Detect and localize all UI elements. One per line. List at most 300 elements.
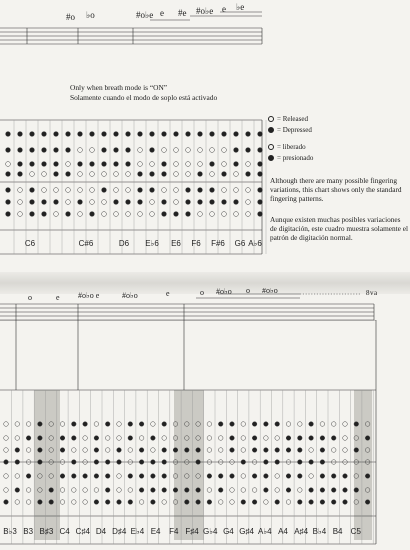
closed-hole-icon — [78, 200, 83, 205]
closed-hole-icon — [264, 422, 269, 427]
closed-hole-icon — [83, 474, 88, 479]
closed-hole-icon — [252, 500, 257, 505]
open-hole-icon — [234, 172, 239, 177]
open-hole-icon — [42, 188, 47, 193]
open-hole-icon — [218, 500, 223, 505]
open-hole-icon — [331, 448, 336, 453]
closed-hole-icon — [78, 132, 83, 137]
bottom-note-label: B♯3 — [39, 527, 54, 536]
breath-mode-note — [70, 83, 217, 103]
closed-hole-icon — [234, 132, 239, 137]
open-hole-icon — [264, 436, 269, 441]
open-hole-icon — [186, 172, 191, 177]
closed-hole-icon — [343, 488, 348, 493]
closed-hole-icon — [114, 148, 119, 153]
open-hole-icon — [241, 422, 246, 427]
closed-hole-icon — [15, 488, 20, 493]
open-hole-icon — [218, 448, 223, 453]
open-hole-icon — [54, 188, 59, 193]
open-hole-icon — [42, 172, 47, 177]
closed-hole-icon — [298, 474, 303, 479]
closed-hole-icon — [4, 500, 9, 505]
closed-hole-icon — [258, 172, 263, 177]
closed-hole-icon — [230, 422, 235, 427]
svg-text:o: o — [28, 293, 32, 302]
closed-hole-icon — [72, 474, 77, 479]
open-hole-icon — [186, 148, 191, 153]
closed-hole-icon — [198, 172, 203, 177]
open-hole-icon — [320, 422, 325, 427]
closed-hole-icon — [234, 148, 239, 153]
closed-hole-icon — [150, 148, 155, 153]
shaded-column — [354, 390, 372, 540]
closed-hole-icon — [186, 132, 191, 137]
bottom-note-label: C4 — [59, 527, 70, 536]
closed-hole-icon — [222, 200, 227, 205]
closed-hole-icon — [6, 172, 11, 177]
closed-hole-icon — [30, 200, 35, 205]
closed-hole-icon — [128, 500, 133, 505]
open-hole-icon — [90, 188, 95, 193]
closed-hole-icon — [150, 188, 155, 193]
closed-hole-icon — [309, 460, 314, 465]
closed-hole-icon — [66, 212, 71, 217]
closed-hole-icon — [354, 488, 359, 493]
top-note-label: G6 — [234, 239, 246, 248]
open-hole-icon — [60, 500, 65, 505]
closed-hole-icon — [174, 132, 179, 137]
closed-hole-icon — [198, 188, 203, 193]
closed-hole-icon — [54, 200, 59, 205]
closed-hole-icon — [186, 200, 191, 205]
open-hole-icon — [186, 162, 191, 167]
open-hole-icon — [309, 448, 314, 453]
closed-hole-icon — [66, 148, 71, 153]
closed-hole-icon — [252, 474, 257, 479]
bottom-note-label: A4 — [278, 527, 288, 536]
closed-hole-icon — [331, 436, 336, 441]
bottom-note-label: B♭4 — [312, 527, 327, 536]
shaded-column — [174, 390, 204, 540]
info-es: Aunque existen muchas posibles variaciones de digitación, este cuadro muestra solamente el patrón de digitación normal. — [270, 215, 408, 242]
closed-hole-icon — [128, 422, 133, 427]
open-hole-icon — [66, 200, 71, 205]
open-hole-icon — [114, 188, 119, 193]
open-hole-icon — [126, 188, 131, 193]
closed-hole-icon — [139, 474, 144, 479]
open-hole-icon — [90, 148, 95, 153]
open-hole-icon — [234, 212, 239, 217]
svg-text:#o♭e: #o♭e — [196, 6, 214, 16]
closed-hole-icon — [150, 132, 155, 137]
closed-hole-icon — [162, 488, 167, 493]
closed-hole-icon — [210, 162, 215, 167]
open-hole-icon — [15, 474, 20, 479]
closed-hole-icon — [320, 436, 325, 441]
open-hole-icon — [114, 172, 119, 177]
open-hole-icon — [151, 422, 156, 427]
closed-hole-icon — [298, 448, 303, 453]
closed-hole-icon — [320, 448, 325, 453]
closed-hole-icon — [114, 162, 119, 167]
closed-hole-icon — [286, 488, 291, 493]
closed-hole-icon — [49, 488, 54, 493]
open-hole-icon — [117, 488, 122, 493]
closed-hole-icon — [185, 500, 190, 505]
open-hole-icon — [105, 436, 110, 441]
top-fingering-chart — [0, 112, 268, 262]
closed-hole-icon — [102, 162, 107, 167]
closed-hole-icon — [102, 148, 107, 153]
open-hole-icon — [138, 148, 143, 153]
open-hole-icon — [18, 200, 23, 205]
closed-hole-icon — [268, 155, 274, 161]
open-hole-icon — [286, 500, 291, 505]
closed-hole-icon — [60, 436, 65, 441]
closed-hole-icon — [196, 460, 201, 465]
open-hole-icon — [117, 436, 122, 441]
open-hole-icon — [210, 172, 215, 177]
open-hole-icon — [222, 148, 227, 153]
closed-hole-icon — [186, 212, 191, 217]
open-hole-icon — [54, 212, 59, 217]
open-hole-icon — [18, 212, 23, 217]
open-hole-icon — [139, 436, 144, 441]
open-hole-icon — [246, 162, 251, 167]
closed-hole-icon — [38, 448, 43, 453]
open-hole-icon — [83, 500, 88, 505]
closed-hole-icon — [268, 127, 274, 133]
closed-hole-icon — [6, 148, 11, 153]
closed-hole-icon — [117, 460, 122, 465]
open-hole-icon — [198, 212, 203, 217]
open-hole-icon — [286, 422, 291, 427]
open-hole-icon — [26, 500, 31, 505]
closed-hole-icon — [207, 500, 212, 505]
closed-hole-icon — [252, 448, 257, 453]
closed-hole-icon — [94, 460, 99, 465]
closed-hole-icon — [139, 422, 144, 427]
closed-hole-icon — [54, 172, 59, 177]
open-hole-icon — [207, 448, 212, 453]
closed-hole-icon — [162, 422, 167, 427]
closed-hole-icon — [343, 500, 348, 505]
bottom-note-label: B4 — [332, 527, 343, 536]
closed-hole-icon — [90, 212, 95, 217]
closed-hole-icon — [72, 460, 77, 465]
bottom-note-label: G♭4 — [202, 527, 218, 536]
closed-hole-icon — [117, 500, 122, 505]
open-hole-icon — [275, 474, 280, 479]
closed-hole-icon — [218, 488, 223, 493]
closed-hole-icon — [128, 436, 133, 441]
closed-hole-icon — [234, 200, 239, 205]
open-hole-icon — [4, 448, 9, 453]
top-music-staff — [0, 0, 410, 60]
closed-hole-icon — [139, 448, 144, 453]
open-hole-icon — [117, 474, 122, 479]
closed-hole-icon — [18, 172, 23, 177]
open-hole-icon — [234, 188, 239, 193]
closed-hole-icon — [210, 200, 215, 205]
open-hole-icon — [268, 144, 274, 150]
closed-hole-icon — [126, 162, 131, 167]
open-hole-icon — [331, 422, 336, 427]
closed-hole-icon — [258, 200, 263, 205]
closed-hole-icon — [320, 488, 325, 493]
legend-depressed-en: = Depressed — [277, 126, 312, 134]
closed-hole-icon — [162, 460, 167, 465]
closed-hole-icon — [54, 148, 59, 153]
open-hole-icon — [246, 212, 251, 217]
open-hole-icon — [241, 488, 246, 493]
bottom-note-label: D♯4 — [112, 527, 127, 536]
closed-hole-icon — [139, 488, 144, 493]
open-hole-icon — [72, 448, 77, 453]
open-hole-icon — [30, 172, 35, 177]
open-hole-icon — [275, 488, 280, 493]
open-hole-icon — [4, 436, 9, 441]
closed-hole-icon — [83, 422, 88, 427]
legend-depressed-es: = presionado — [277, 154, 314, 162]
open-hole-icon — [139, 500, 144, 505]
open-hole-icon — [72, 500, 77, 505]
open-hole-icon — [309, 474, 314, 479]
open-hole-icon — [15, 436, 20, 441]
closed-hole-icon — [30, 132, 35, 137]
closed-hole-icon — [60, 474, 65, 479]
closed-hole-icon — [275, 422, 280, 427]
closed-hole-icon — [38, 500, 43, 505]
closed-hole-icon — [94, 436, 99, 441]
open-hole-icon — [105, 448, 110, 453]
open-hole-icon — [210, 148, 215, 153]
top-note-label: A♭6 — [248, 239, 262, 248]
closed-hole-icon — [309, 436, 314, 441]
closed-hole-icon — [173, 488, 178, 493]
closed-hole-icon — [126, 132, 131, 137]
open-hole-icon — [162, 148, 167, 153]
open-hole-icon — [66, 188, 71, 193]
closed-hole-icon — [218, 474, 223, 479]
closed-hole-icon — [6, 212, 11, 217]
open-hole-icon — [83, 436, 88, 441]
closed-hole-icon — [185, 448, 190, 453]
closed-hole-icon — [4, 460, 9, 465]
closed-hole-icon — [331, 500, 336, 505]
closed-hole-icon — [222, 132, 227, 137]
open-hole-icon — [174, 172, 179, 177]
breath-note-es: Solamente cuando el modo de soplo está activado — [70, 93, 218, 102]
open-hole-icon — [298, 422, 303, 427]
open-hole-icon — [4, 488, 9, 493]
closed-hole-icon — [138, 188, 143, 193]
closed-hole-icon — [365, 500, 370, 505]
closed-hole-icon — [90, 162, 95, 167]
closed-hole-icon — [162, 212, 167, 217]
closed-hole-icon — [230, 474, 235, 479]
closed-hole-icon — [174, 212, 179, 217]
closed-hole-icon — [66, 132, 71, 137]
closed-hole-icon — [6, 188, 11, 193]
closed-hole-icon — [72, 436, 77, 441]
open-hole-icon — [72, 488, 77, 493]
closed-hole-icon — [151, 474, 156, 479]
closed-hole-icon — [198, 132, 203, 137]
svg-text:#o♭o: #o♭o — [122, 291, 138, 300]
bottom-note-label: C5 — [350, 527, 361, 536]
open-hole-icon — [207, 436, 212, 441]
open-hole-icon — [128, 448, 133, 453]
closed-hole-icon — [264, 474, 269, 479]
closed-hole-icon — [117, 448, 122, 453]
closed-hole-icon — [94, 448, 99, 453]
closed-hole-icon — [320, 500, 325, 505]
closed-hole-icon — [151, 436, 156, 441]
closed-hole-icon — [222, 172, 227, 177]
open-hole-icon — [128, 488, 133, 493]
open-hole-icon — [241, 448, 246, 453]
closed-hole-icon — [42, 200, 47, 205]
legend-liberado — [268, 143, 306, 151]
closed-hole-icon — [38, 460, 43, 465]
closed-hole-icon — [78, 162, 83, 167]
open-hole-icon — [138, 212, 143, 217]
open-hole-icon — [4, 422, 9, 427]
bottom-note-label: D4 — [95, 527, 107, 536]
open-hole-icon — [343, 448, 348, 453]
closed-hole-icon — [162, 172, 167, 177]
closed-hole-icon — [102, 132, 107, 137]
open-hole-icon — [222, 212, 227, 217]
closed-hole-icon — [105, 488, 110, 493]
closed-hole-icon — [252, 436, 257, 441]
closed-hole-icon — [320, 474, 325, 479]
bottom-note-label: G4 — [223, 527, 234, 536]
svg-text:e: e — [160, 8, 164, 18]
svg-text:#e: #e — [178, 8, 187, 18]
closed-hole-icon — [162, 474, 167, 479]
svg-text:o: o — [246, 288, 250, 295]
closed-hole-icon — [275, 500, 280, 505]
open-hole-icon — [174, 200, 179, 205]
closed-hole-icon — [258, 188, 263, 193]
open-hole-icon — [174, 162, 179, 167]
svg-text:♭e: ♭e — [236, 2, 245, 12]
closed-hole-icon — [173, 448, 178, 453]
closed-hole-icon — [42, 162, 47, 167]
closed-hole-icon — [128, 474, 133, 479]
open-hole-icon — [83, 488, 88, 493]
closed-hole-icon — [49, 500, 54, 505]
closed-hole-icon — [150, 172, 155, 177]
open-hole-icon — [246, 200, 251, 205]
closed-hole-icon — [210, 132, 215, 137]
open-hole-icon — [198, 162, 203, 167]
open-hole-icon — [207, 488, 212, 493]
open-hole-icon — [230, 500, 235, 505]
open-hole-icon — [83, 448, 88, 453]
top-note-label: C#6 — [78, 239, 94, 248]
legend-released-en: = Released — [277, 115, 308, 123]
closed-hole-icon — [18, 148, 23, 153]
bottom-note-label: G♯4 — [239, 527, 254, 536]
open-hole-icon — [252, 488, 257, 493]
open-hole-icon — [222, 188, 227, 193]
closed-hole-icon — [15, 460, 20, 465]
closed-hole-icon — [298, 460, 303, 465]
legend-released-es: = liberado — [277, 143, 306, 151]
closed-hole-icon — [162, 200, 167, 205]
closed-hole-icon — [6, 132, 11, 137]
closed-hole-icon — [38, 422, 43, 427]
open-hole-icon — [102, 200, 107, 205]
open-hole-icon — [26, 488, 31, 493]
top-note-label: E♭6 — [145, 239, 159, 248]
closed-hole-icon — [126, 148, 131, 153]
open-hole-icon — [102, 212, 107, 217]
closed-hole-icon — [230, 436, 235, 441]
open-hole-icon — [230, 488, 235, 493]
open-hole-icon — [126, 212, 131, 217]
top-note-label: F#6 — [211, 239, 225, 248]
closed-hole-icon — [343, 474, 348, 479]
closed-hole-icon — [286, 474, 291, 479]
closed-hole-icon — [6, 200, 11, 205]
closed-hole-icon — [26, 436, 31, 441]
closed-hole-icon — [162, 162, 167, 167]
top-note-label: F6 — [191, 239, 201, 248]
open-hole-icon — [15, 422, 20, 427]
open-hole-icon — [218, 436, 223, 441]
closed-hole-icon — [94, 500, 99, 505]
bottom-note-label: C♯4 — [75, 527, 90, 536]
open-hole-icon — [275, 436, 280, 441]
closed-hole-icon — [275, 460, 280, 465]
closed-hole-icon — [94, 474, 99, 479]
closed-hole-icon — [105, 422, 110, 427]
closed-hole-icon — [186, 188, 191, 193]
closed-hole-icon — [264, 488, 269, 493]
closed-hole-icon — [354, 448, 359, 453]
open-hole-icon — [198, 148, 203, 153]
svg-text:#o♭o: #o♭o — [216, 288, 232, 296]
closed-hole-icon — [196, 488, 201, 493]
breath-note-en: Only when breath mode is “ON” — [70, 83, 168, 92]
svg-text:e: e — [56, 293, 60, 302]
open-hole-icon — [151, 448, 156, 453]
open-hole-icon — [150, 200, 155, 205]
bottom-note-label: A♯4 — [294, 527, 309, 536]
closed-hole-icon — [126, 200, 131, 205]
closed-hole-icon — [151, 500, 156, 505]
closed-hole-icon — [230, 448, 235, 453]
closed-hole-icon — [365, 436, 370, 441]
open-hole-icon — [78, 148, 83, 153]
shaded-column — [34, 390, 60, 540]
open-hole-icon — [78, 212, 83, 217]
open-hole-icon — [162, 188, 167, 193]
closed-hole-icon — [309, 422, 314, 427]
closed-hole-icon — [309, 488, 314, 493]
svg-text:e: e — [222, 4, 226, 14]
closed-hole-icon — [30, 212, 35, 217]
open-hole-icon — [174, 148, 179, 153]
open-hole-icon — [138, 162, 143, 167]
svg-text:e: e — [166, 289, 170, 298]
open-hole-icon — [264, 500, 269, 505]
top-note-label: E6 — [171, 239, 181, 248]
